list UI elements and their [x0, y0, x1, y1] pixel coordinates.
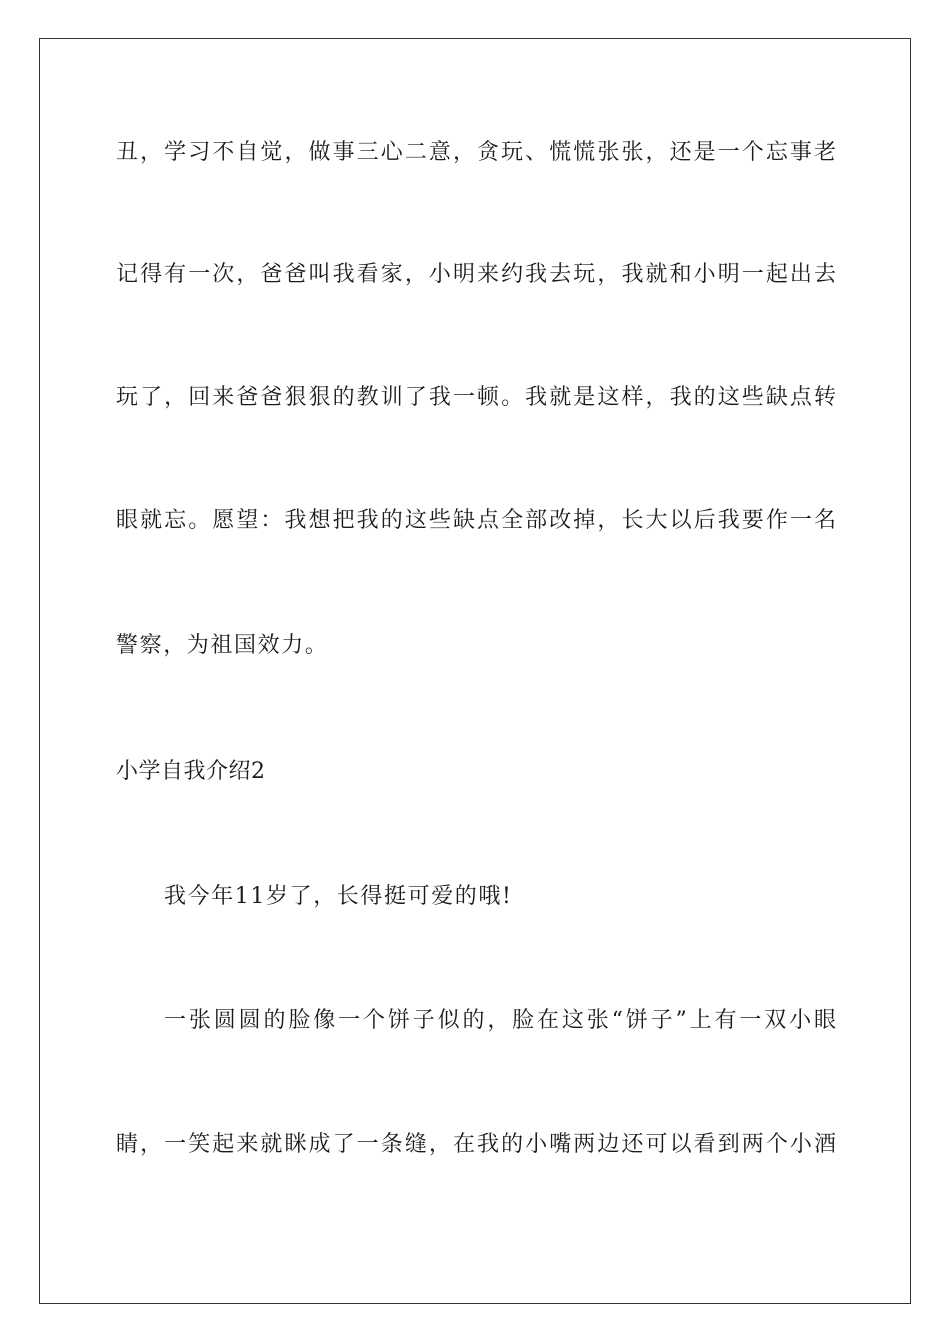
body-text-line: 记得有一次，爸爸叫我看家，小明来约我去玩，我就和小明一起出去: [116, 262, 836, 287]
body-text-line: 玩了，回来爸爸狠狠的教训了我一顿。我就是这样，我的这些缺点转: [116, 385, 836, 410]
paragraph-line: 我今年11岁了，长得挺可爱的哦!: [164, 884, 513, 909]
body-text-line: 丑，学习不自觉，做事三心二意，贪玩、慌慌张张，还是一个忘事老: [116, 140, 836, 165]
body-text-line: 警察，为祖国效力。: [116, 633, 329, 658]
page-frame: [39, 38, 911, 1304]
paragraph-line: 睛，一笑起来就眯成了一条缝，在我的小嘴两边还可以看到两个小酒: [116, 1132, 836, 1157]
section-heading: 小学自我介绍2: [116, 759, 266, 784]
paragraph-line: 一张圆圆的脸像一个饼子似的，脸在这张“饼子”上有一双小眼: [164, 1008, 836, 1033]
body-text-line: 眼就忘。愿望：我想把我的这些缺点全部改掉，长大以后我要作一名: [116, 508, 836, 533]
